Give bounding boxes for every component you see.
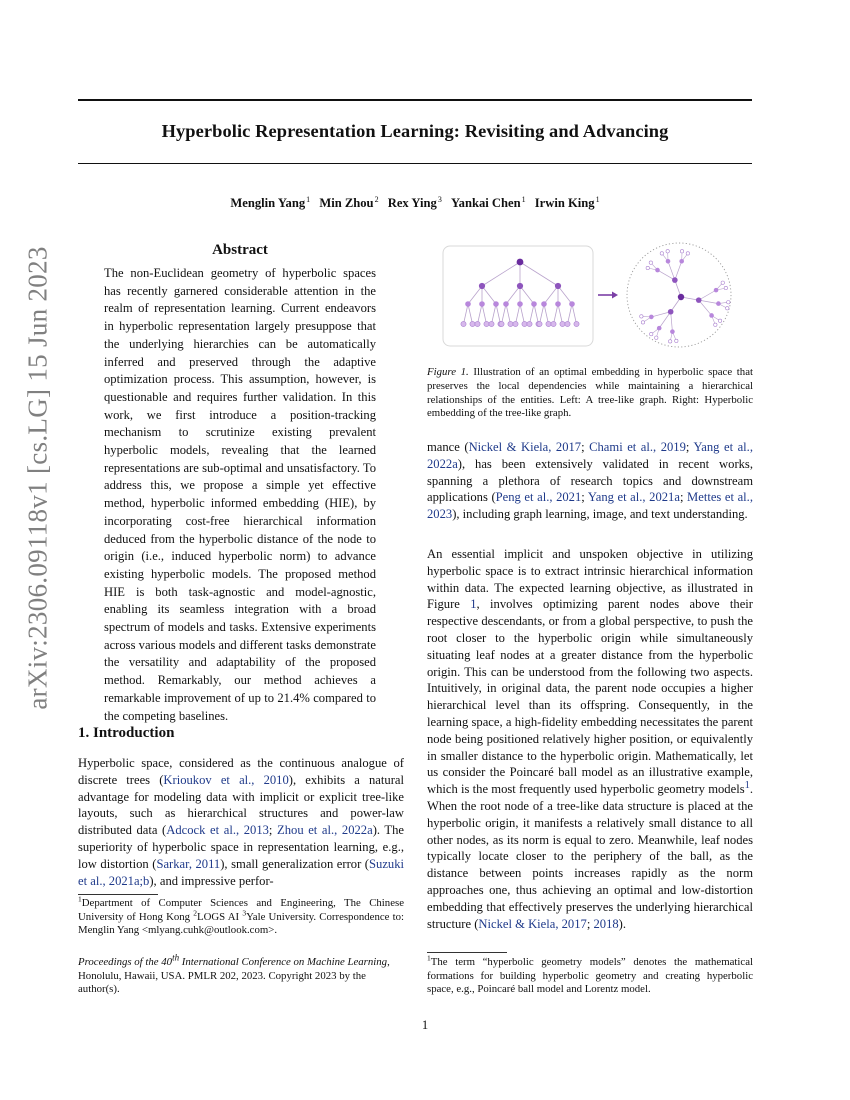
tree-level1-node [479, 283, 485, 289]
disk-leaf-node [726, 307, 729, 310]
disk-leaf-node [680, 250, 683, 253]
disk-leaf-node [646, 266, 649, 269]
title-top-rule [78, 99, 752, 101]
arrow-icon [598, 292, 618, 299]
paper-title: Hyperbolic Representation Learning: Revisiting and Advancing [161, 121, 669, 141]
citation-link[interactable]: Peng et al., 2021 [495, 490, 582, 505]
tree-leaf-node [565, 321, 570, 326]
disk-level2-node [716, 301, 721, 306]
disk-leaf-node [655, 336, 658, 339]
disk-root-node [678, 294, 684, 300]
author-list [78, 196, 752, 211]
disk-leaf-node [721, 281, 724, 284]
figure-1-caption: Figure 1. Illustration of an optimal embedding in hyperbolic space that preserves the local dependencies while maintaining a hierarchical relationships of the entities. Left: A tree-like graph. Right: Hyperbolic embedding of the tree-like graph. [427, 366, 753, 420]
disk-leaf-node [714, 323, 717, 326]
arxiv-stamp-text: arXiv:2306.09118v1 [cs.LG] 15 Jun 2023 [22, 246, 53, 710]
disk-level2-node [655, 268, 660, 273]
tree-level2-node [479, 301, 485, 307]
abstract-text: The non-Euclidean geometry of hyperbolic spaces has recently garnered considerable attention in the realm of representation learning. Current endeavors in hyperbolic representation largely presuppose that the underlying hierarchies can be automatically inferred and preserved through the adaptive optimization process. This assumption, however, is questionable and requires further validation. In this work, we first introduce a position-tracking mechanism to scrutinize existing prevalent hyperbolic models, revealing that the learned representations are sub-optimal and unsatisfactory. To address this, we propose a simple yet effective method, hyperbolic informed embedding (HIE), by incorporating cost-free hierarchical information deduced from the hyperbolic distance of the node to origin (i.e., induced hyperbolic norm) to advance existing hyperbolic models. The proposed method HIE is both task-agnostic and model-agnostic, enabling its seamless integration with a broad spectrum of models and tasks. Extensive experiments across various models and different tasks demonstrate the versatility and adaptability of the proposed method. Remarkably, our method achieves a remarkable improvement of up to 21.4% compared to the competing baselines. [104, 266, 376, 723]
abstract-heading: Abstract [212, 242, 268, 258]
disk-level2-node [670, 329, 675, 334]
disk-level2-node [679, 259, 684, 264]
tree-level2-node [465, 301, 471, 307]
figure-1-graphic [427, 236, 753, 356]
tree-leaf-node [551, 321, 556, 326]
citation-link[interactable]: Nickel & Kiela, 2017 [478, 916, 587, 931]
disk-level2-node [714, 288, 719, 293]
tree-leaf-node [513, 321, 518, 326]
citation-link[interactable]: Suzuki et al., 2021a;b [78, 856, 404, 888]
tree-leaf-node [475, 321, 480, 326]
disk-level1-node [668, 309, 674, 315]
tree-level2-node [531, 301, 537, 307]
tree-level1-node [517, 283, 523, 289]
disk-level1-node [672, 277, 678, 283]
intro-paragraph: Hyperbolic space, considered as the continuous analogue of discrete trees (Krioukov et al., 2010), exhibits a natural advantage for modeling data with implicit or explicit tree-like layouts, such as hierarchical structures and power-law distributed data (Adcock et al., 2013; Zhou et al., 2022a). The superiority of hyperbolic space in representation learning, e.g., low distortion (Sarkar, 2011), small generalization error (Suzuki et al., 2021a;b), and impressive perfor- [78, 756, 405, 888]
disk-level2-node [657, 326, 662, 331]
disk-leaf-node [640, 315, 643, 318]
disk-leaf-node [724, 286, 727, 289]
author: Min Zhou$^2$ [319, 195, 379, 210]
tree-leaf-node [574, 321, 579, 326]
disk-leaf-node [650, 332, 653, 335]
disk-leaf-node [641, 321, 644, 324]
disk-leaf-node [668, 340, 671, 343]
disk-level2-node [649, 315, 654, 320]
title-bottom-rule [78, 163, 752, 164]
tree-leaf-node [546, 321, 551, 326]
tree-leaf-node [522, 321, 527, 326]
disk-leaf-node [686, 252, 689, 255]
right-paragraph-1: mance (Nickel & Kiela, 2017; Chami et al., 2019; Yang et al., 2022a), has been extensively validated in recent works, spanning a plethora of research topics and downstream applications (Peng et al., 2021; Yang et al., 2021a; Mettes et al., 2023), including graph learning, image, and text understanding. [427, 440, 753, 522]
tree-leaf-node [470, 321, 475, 326]
citation-link[interactable]: Sarkar, 2011 [156, 856, 221, 871]
citation-link[interactable]: Krioukov et al., 2010 [163, 772, 289, 787]
tree-leaf-node [508, 321, 513, 326]
disk-leaf-node [666, 250, 669, 253]
citation-link[interactable]: Chami et al., 2019 [589, 440, 686, 454]
author: Yankai Chen$^1$ [450, 195, 526, 210]
right-paragraph-2: An essential implicit and unspoken objective in utilizing hyperbolic space is to extract intrinsic hierarchical information within data. The expected learning objective, as illustrated in Figure 1, involves optimizing parent nodes above their respective descendants, or from a global perspective, to push the root closer to the hyperbolic origin while simultaneously situating leaf nodes at a greater distance from the hyperbolic origin. This can be understood from the following two aspects. Intuitively, in original data, the parent node occupies a higher hierarchical level than its offspring. Consequently, in the learning space, a high-fidelity embedding necessitates the parent node being positioned relatively higher position, or equivalently in smaller distance to the hyperbolic origin. Mathematically, let us consider the Poincaré ball model as an illustrative example, which is the most frequently used hyperbolic geometry models$^1$. When the root node of a tree-like data structure is placed at the hyperbolic origin, it manifests a relatively small distance to all other nodes, as its norm is equal to zero. Meanwhile, leaf nodes typically locate closer to the periphery of the ball, as the distance between points increases rapidly as the norm approaches one, thus achieving an optimal and low-distortion embedding that effectively preserves the underlying hierarchical structure (Nickel & Kiela, 2017; 2018). [427, 547, 754, 931]
footnote-marker[interactable]: 1 [744, 779, 750, 791]
proceedings-note: Proceedings of the 40th International Conference on Machine Learning, Honolulu, Hawaii, USA. PMLR 202, 2023. Copyright 2023 by the author(s). [78, 952, 390, 996]
tree-leaf-node [537, 321, 542, 326]
tree-level2-node [493, 301, 499, 307]
author: Rex Ying$^3$ [387, 195, 442, 210]
disk-level2-node [709, 313, 714, 318]
tree-level2-node [541, 301, 547, 307]
tree-leaf-node [560, 321, 565, 326]
affiliation-footnote: $^1$Department of Computer Sciences and Engineering, The Chinese University of Hong Kong $^2$LOGS AI $^3$Yale University. Correspondence to: Menglin Yang <mlyang.cuhk@outlook.com>. [78, 894, 404, 936]
disk-level1-node [696, 297, 702, 303]
footnote-rule-left [78, 894, 158, 895]
citation-link[interactable]: Yang et al., 2022a [427, 440, 753, 471]
section-heading-introduction: 1. Introduction [78, 725, 175, 741]
author: Irwin King$^1$ [534, 195, 600, 210]
citation-link[interactable]: Nickel & Kiela, 2017 [468, 440, 582, 454]
disk-leaf-node [675, 339, 678, 342]
disk-level2-node [666, 259, 671, 264]
tree-level1-node [555, 283, 561, 289]
tree-level2-node [517, 301, 523, 307]
tree-leaf-node [499, 321, 504, 326]
tree-leaf-node [461, 321, 466, 326]
tree-level2-node [503, 301, 509, 307]
figure-reference-link[interactable]: 1 [470, 597, 477, 612]
page-number: 1 [421, 1018, 429, 1032]
figure-1 [427, 236, 753, 356]
citation-link[interactable]: 2018 [593, 916, 619, 931]
author: Menglin Yang$^1$ [230, 195, 311, 210]
tree-level2-node [555, 301, 561, 307]
disk-leaf-node [727, 301, 730, 304]
disk-leaf-node [718, 319, 721, 322]
tree-root-node [517, 259, 524, 266]
citation-link[interactable]: Yang et al., 2021a [587, 490, 680, 505]
disk-leaf-node [649, 261, 652, 264]
tree-leaf-node [484, 321, 489, 326]
tree-leaf-node [527, 321, 532, 326]
tree-level2-node [569, 301, 575, 307]
footnote-rule-right [427, 952, 507, 953]
hyperbolic-models-footnote: $^1$The term “hyperbolic geometry models” denotes the mathematical formations for building hyperbolic geometry and creating hyperbolic space, e.g., Poincaré ball model and Lorentz model. [427, 953, 753, 995]
citation-link[interactable]: Mettes et al., 2023 [427, 490, 753, 522]
citation-link[interactable]: Adcock et al., 2013 [166, 823, 269, 838]
disk-leaf-node [660, 252, 663, 255]
tree-leaf-node [489, 321, 494, 326]
citation-link[interactable]: Zhou et al., 2022a [277, 823, 373, 838]
